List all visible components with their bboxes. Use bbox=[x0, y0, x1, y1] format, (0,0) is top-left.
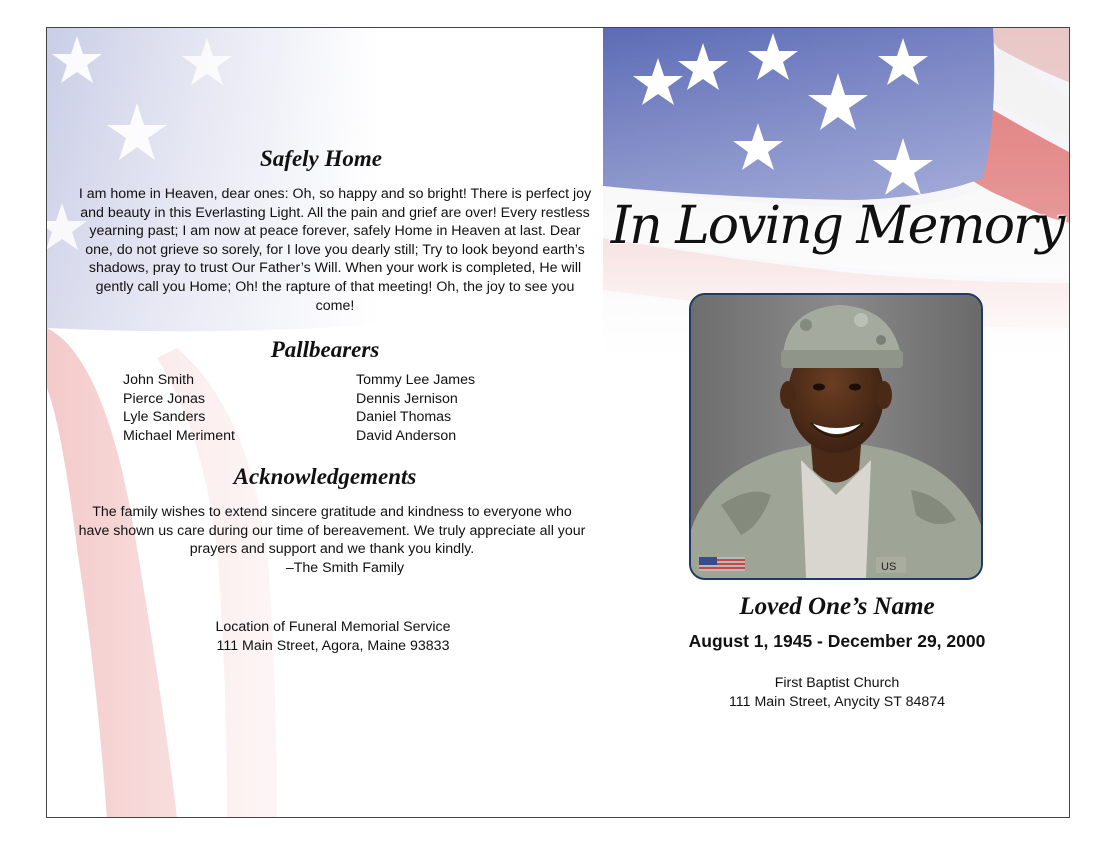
right-panel bbox=[603, 28, 1070, 818]
in-loving-memory-title: In Loving Memory bbox=[610, 196, 1064, 256]
pallbearer-name: Lyle Sanders bbox=[123, 409, 206, 426]
pallbearer-name: Pierce Jonas bbox=[123, 390, 206, 407]
pallbearer-name: David Anderson bbox=[356, 427, 457, 444]
acknowledgements-text: The family wishes to extend sincere gratitude and kindness to everyone who have shown us care during our time of bereavement. We truly appreciate all your prayers and support and we thank you kindly. bbox=[78, 504, 586, 558]
pallbearers-right-column bbox=[356, 371, 475, 445]
service-location-label: Location of Funeral Memorial Service bbox=[215, 619, 451, 635]
acknowledgements-signature: –The Smith Family bbox=[285, 560, 405, 576]
church-name: First Baptist Church bbox=[774, 675, 900, 691]
uniform-tape-text: US bbox=[881, 561, 897, 573]
acknowledgements-title: Acknowledgements bbox=[233, 464, 417, 489]
poem-text: I am home in Heaven, dear ones: Oh, so happy and so bright! There is perfect joy and beauty in this Everlasting Light. All the pain and grief are over! Every restless yearning past; I am now at peace forever, safely Home in Heaven at last. Dear one, do not grieve so sorely, for I love you dearly still; Try to look beyond earth’s shadows, pray to trust Our Father’s Will. When your work is completed, He will gently call you Home; Oh! the rapture of that meeting! Oh, the joy to see you come! bbox=[78, 186, 592, 314]
pallbearer-name: Dennis Jernison bbox=[356, 390, 458, 407]
life-dates: August 1, 1945 - December 29, 2000 bbox=[688, 631, 986, 651]
pallbearer-name: Michael Meriment bbox=[123, 427, 235, 444]
church-info bbox=[603, 674, 1070, 711]
memorial-photo bbox=[689, 293, 983, 580]
poem-title: Safely Home bbox=[260, 146, 382, 171]
soldier-portrait-image bbox=[691, 295, 981, 578]
pallbearer-name: Tommy Lee James bbox=[356, 372, 476, 388]
program-sheet bbox=[46, 27, 1070, 818]
left-panel bbox=[47, 28, 603, 818]
pallbearer-name: Daniel Thomas bbox=[356, 409, 452, 426]
church-address: 111 Main Street, Anycity ST 84874 bbox=[728, 693, 946, 710]
pallbearers-left-column bbox=[123, 371, 235, 445]
pallbearers-title: Pallbearers bbox=[270, 337, 380, 362]
service-location-address: 111 Main Street, Agora, Maine 93833 bbox=[216, 638, 450, 654]
pallbearer-name: John Smith bbox=[123, 372, 194, 388]
loved-one-name: Loved One’s Name bbox=[739, 593, 935, 620]
